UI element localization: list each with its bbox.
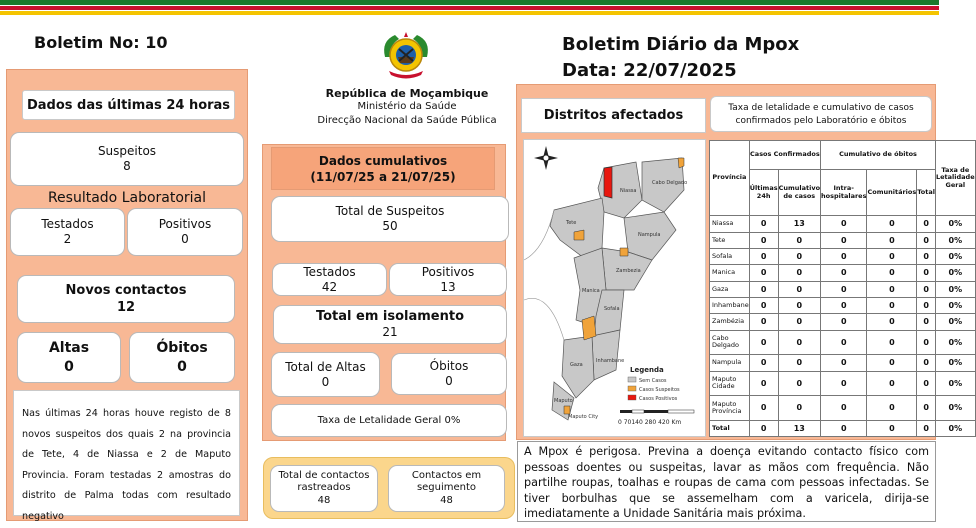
table-row: [710, 396, 976, 421]
map-label-gaza: Gaza: [570, 362, 583, 368]
cell-community: 0: [867, 232, 917, 248]
positive-card: [127, 208, 243, 256]
table-row: [710, 232, 976, 248]
cell-rate: 0%: [936, 216, 976, 232]
province-name: Maputo Cidade: [710, 371, 750, 396]
isolation-card: [273, 305, 507, 344]
cell-intra: 0: [821, 314, 867, 330]
followup-contacts-card: [388, 465, 505, 512]
cell-cumulative: 0: [778, 371, 820, 396]
province-name: Total: [710, 420, 750, 436]
traced-contacts-label-2: rastreados: [297, 482, 351, 493]
cell-total: 0: [917, 281, 936, 297]
legend-suspected: Casos Suspeitos: [639, 387, 680, 393]
cell-rate: 0%: [936, 355, 976, 371]
cell-community: 0: [867, 371, 917, 396]
map-label-tete: Tete: [566, 220, 577, 226]
districts-title: Distritos afectados: [543, 108, 684, 123]
bulletin-number: Boletim No: 10: [34, 33, 168, 52]
th-deaths: Cumulativo de óbitos: [821, 141, 936, 170]
cell-community: 0: [867, 420, 917, 436]
cell-community: 0: [867, 281, 917, 297]
suspects-label: Suspeitos: [97, 144, 157, 158]
cell-total: 0: [917, 330, 936, 355]
total-discharges-label: Total de Altas: [285, 359, 366, 374]
map-legend-title: Legenda: [630, 366, 664, 374]
page-title: Boletim Diário da Mpox: [562, 34, 800, 55]
total-suspects-card: [271, 196, 509, 242]
th-rate: Taxa de Letalidade Geral: [936, 141, 976, 216]
table-row: [710, 216, 976, 232]
cell-intra: 0: [821, 281, 867, 297]
cell-rate: 0%: [936, 396, 976, 421]
cell-cumulative: 0: [778, 248, 820, 264]
new-contacts-value: 12: [116, 300, 136, 315]
th-province: Província: [710, 141, 750, 216]
cell-rate: 0%: [936, 314, 976, 330]
org-name: República de Moçambique: [325, 87, 489, 100]
legend-no-cases: Sem Casos: [639, 378, 667, 384]
cumulative-positive-card: [389, 263, 507, 296]
province-name: Manica: [710, 265, 750, 281]
cell-community: 0: [867, 355, 917, 371]
tested-label: Testados: [41, 217, 94, 231]
discharges-label: Altas: [48, 339, 90, 356]
map-label-nampula: Nampula: [638, 232, 661, 238]
map-label-maputo: Maputo: [554, 398, 573, 404]
cell-total: 0: [917, 232, 936, 248]
total-suspects-value: 50: [382, 219, 398, 233]
cell-rate: 0%: [936, 420, 976, 436]
map-scale: 0 70140 280 420 Km: [618, 419, 682, 426]
total-discharges-value: 0: [321, 374, 330, 389]
cell-intra: 0: [821, 330, 867, 355]
summary-note-box: [13, 390, 240, 522]
cell-last24h: 0: [749, 265, 778, 281]
suspects-card: [10, 132, 244, 186]
mozambique-emblem: [377, 27, 435, 83]
lab-results-title: Resultado Laboratorial: [47, 190, 207, 206]
cumulative-deaths-value: 0: [445, 374, 453, 388]
cell-total: 0: [917, 265, 936, 281]
cell-total: 0: [917, 248, 936, 264]
cell-cumulative: 13: [778, 216, 820, 232]
cell-total: 0: [917, 355, 936, 371]
province-name: Niassa: [710, 216, 750, 232]
province-name: Sofala: [710, 248, 750, 264]
cell-total: 0: [917, 420, 936, 436]
isolation-label: Total em isolamento: [315, 309, 465, 324]
cell-last24h: 0: [749, 232, 778, 248]
org-ministry: Ministério da Saúde: [357, 101, 457, 112]
traced-contacts-label-1: Total de contactos: [278, 470, 370, 481]
cell-intra: 0: [821, 297, 867, 313]
advice-box: [517, 441, 936, 522]
cell-intra: 0: [821, 371, 867, 396]
th-intra: Intra-hospitalares: [821, 170, 867, 216]
th-cumulative: Cumulativo de casos: [778, 170, 820, 216]
cell-last24h: 0: [749, 355, 778, 371]
cell-community: 0: [867, 265, 917, 281]
followup-contacts-label-1: Contactos em: [411, 470, 482, 481]
positive-label: Positivos: [158, 217, 212, 231]
cumulative-title-box: [271, 147, 495, 190]
th-total: Total: [917, 170, 936, 216]
cell-community: 0: [867, 314, 917, 330]
tested-value: 2: [63, 232, 72, 246]
map-label-zambezia: Zambezia: [616, 268, 641, 274]
cell-total: 0: [917, 216, 936, 232]
fatality-rate-card: [271, 404, 507, 437]
cell-rate: 0%: [936, 281, 976, 297]
traced-contacts-value: 48: [317, 495, 331, 506]
total-discharges-card: [271, 352, 380, 397]
cell-rate: 0%: [936, 297, 976, 313]
table-row: [710, 265, 976, 281]
total-suspects-label: Total de Suspeitos: [335, 204, 445, 218]
cell-community: 0: [867, 396, 917, 421]
mozambique-map: [524, 140, 705, 436]
province-name: Gaza: [710, 281, 750, 297]
traced-contacts-card: [270, 465, 378, 512]
new-contacts-label: Novos contactos: [65, 283, 187, 298]
cell-total: 0: [917, 314, 936, 330]
last-24h-title-box: [22, 90, 235, 120]
cell-total: 0: [917, 371, 936, 396]
cumulative-deaths-card: [391, 353, 507, 395]
map-label-sofala: Sofala: [604, 306, 620, 312]
cell-community: 0: [867, 216, 917, 232]
cell-last24h: 0: [749, 216, 778, 232]
province-name: Zambézia: [710, 314, 750, 330]
isolation-value: 21: [382, 325, 398, 339]
map-label-cabo-delgado: Cabo Delgado: [652, 180, 688, 186]
compass-icon: [534, 146, 558, 170]
province-table: [709, 140, 976, 437]
province-name: Cabo Delgado: [710, 330, 750, 355]
cell-intra: 0: [821, 396, 867, 421]
cell-intra: 0: [821, 355, 867, 371]
cell-rate: 0%: [936, 330, 976, 355]
cell-last24h: 0: [749, 248, 778, 264]
rate-title: Taxa de letalidade e cumulativo de casos confirmados pelo Laboratório e óbitos: [728, 103, 914, 126]
table-row: [710, 420, 976, 436]
cumulative-tested-label: Testados: [303, 264, 356, 279]
cell-rate: 0%: [936, 232, 976, 248]
cell-total: 0: [917, 396, 936, 421]
cumulative-positive-label: Positivos: [421, 264, 475, 279]
table-row: [710, 330, 976, 355]
table-row: [710, 314, 976, 330]
province-name: Nampula: [710, 355, 750, 371]
cell-community: 0: [867, 330, 917, 355]
districts-title-box: [521, 98, 706, 133]
cell-cumulative: 0: [778, 232, 820, 248]
cell-cumulative: 0: [778, 314, 820, 330]
cell-intra: 0: [821, 420, 867, 436]
th-confirmed: Casos Confirmados: [749, 141, 820, 170]
cell-last24h: 0: [749, 420, 778, 436]
report-date: Data: 22/07/2025: [562, 60, 737, 81]
cell-last24h: 0: [749, 314, 778, 330]
cell-rate: 0%: [936, 371, 976, 396]
cell-intra: 0: [821, 216, 867, 232]
discharges-card: [17, 332, 121, 383]
cumulative-deaths-label: Óbitos: [429, 359, 469, 373]
deaths-value: 0: [177, 358, 187, 375]
advice-text: A Mpox é perigosa. Previna a doença evitando contacto físico com pessoas doentes ou suspeitas, lavar as mãos com frequência. Não partilhe roupas, toalhas e roupas de cama com pessoas infectadas. Se tiver borbulhas que se assemelham com a varicela, dirija-se imediatamente a Unidade Sanitária mais próxima.: [524, 445, 929, 520]
cumulative-title: Dados cumulativos: [318, 153, 448, 168]
province-name: Tete: [710, 232, 750, 248]
table-row: [710, 355, 976, 371]
followup-contacts-label-2: seguimento: [416, 482, 477, 493]
cell-community: 0: [867, 248, 917, 264]
cell-last24h: 0: [749, 371, 778, 396]
positive-value: 0: [181, 232, 189, 246]
cell-cumulative: 0: [778, 330, 820, 355]
followup-contacts-value: 48: [440, 495, 453, 506]
table-row: [710, 297, 976, 313]
suspects-value: 8: [123, 159, 131, 173]
fatality-rate: Taxa de Letalidade Geral 0%: [317, 415, 461, 426]
deaths-label: Óbitos: [156, 339, 208, 356]
map-label-maputo-city: Maputo City: [568, 414, 599, 420]
cell-community: 0: [867, 297, 917, 313]
cell-cumulative: 0: [778, 355, 820, 371]
table-row: [710, 248, 976, 264]
rate-title-box: [710, 96, 932, 132]
new-contacts-card: [17, 275, 235, 323]
cell-cumulative: 0: [778, 281, 820, 297]
cumulative-period: (11/07/25 a 21/07/25): [310, 169, 456, 184]
cumulative-tested-value: 42: [321, 279, 338, 294]
cell-last24h: 0: [749, 297, 778, 313]
province-name: Inhambane: [710, 297, 750, 313]
th-community: Comunitários: [867, 170, 917, 216]
cell-last24h: 0: [749, 330, 778, 355]
cell-intra: 0: [821, 232, 867, 248]
cell-rate: 0%: [936, 265, 976, 281]
summary-note: Nas últimas 24 horas houve registo de 8 novos suspeitos dos quais 2 na provincia de Tete, 4 de Niassa e 2 de Maputo Provincia. Foram testadas 2 amostras do distrito de Palma todas com resultado negativo: [22, 408, 231, 522]
cumulative-tested-card: [272, 263, 387, 296]
org-directorate: Direcção Nacional da Saúde Pública: [317, 115, 497, 126]
cell-total: 0: [917, 297, 936, 313]
legend-positive: Casos Positivos: [639, 396, 678, 402]
cell-rate: 0%: [936, 248, 976, 264]
cell-last24h: 0: [749, 281, 778, 297]
discharges-value: 0: [64, 358, 74, 375]
last-24h-title: Dados das últimas 24 horas: [26, 97, 231, 113]
cell-cumulative: 13: [778, 420, 820, 436]
cell-last24h: 0: [749, 396, 778, 421]
cell-cumulative: 0: [778, 396, 820, 421]
map-label-inhambane: Inhambane: [596, 358, 625, 364]
map-label-manica: Manica: [582, 288, 600, 294]
map-label-niassa: Niassa: [620, 188, 637, 194]
th-last24h: Últimas 24h: [749, 170, 778, 216]
cell-intra: 0: [821, 248, 867, 264]
table-row: [710, 281, 976, 297]
cell-intra: 0: [821, 265, 867, 281]
deaths-card: [129, 332, 235, 383]
cell-cumulative: 0: [778, 297, 820, 313]
tested-card: [10, 208, 125, 256]
cumulative-positive-value: 13: [440, 279, 456, 294]
province-name: Maputo Província: [710, 396, 750, 421]
cell-cumulative: 0: [778, 265, 820, 281]
table-row: [710, 371, 976, 396]
